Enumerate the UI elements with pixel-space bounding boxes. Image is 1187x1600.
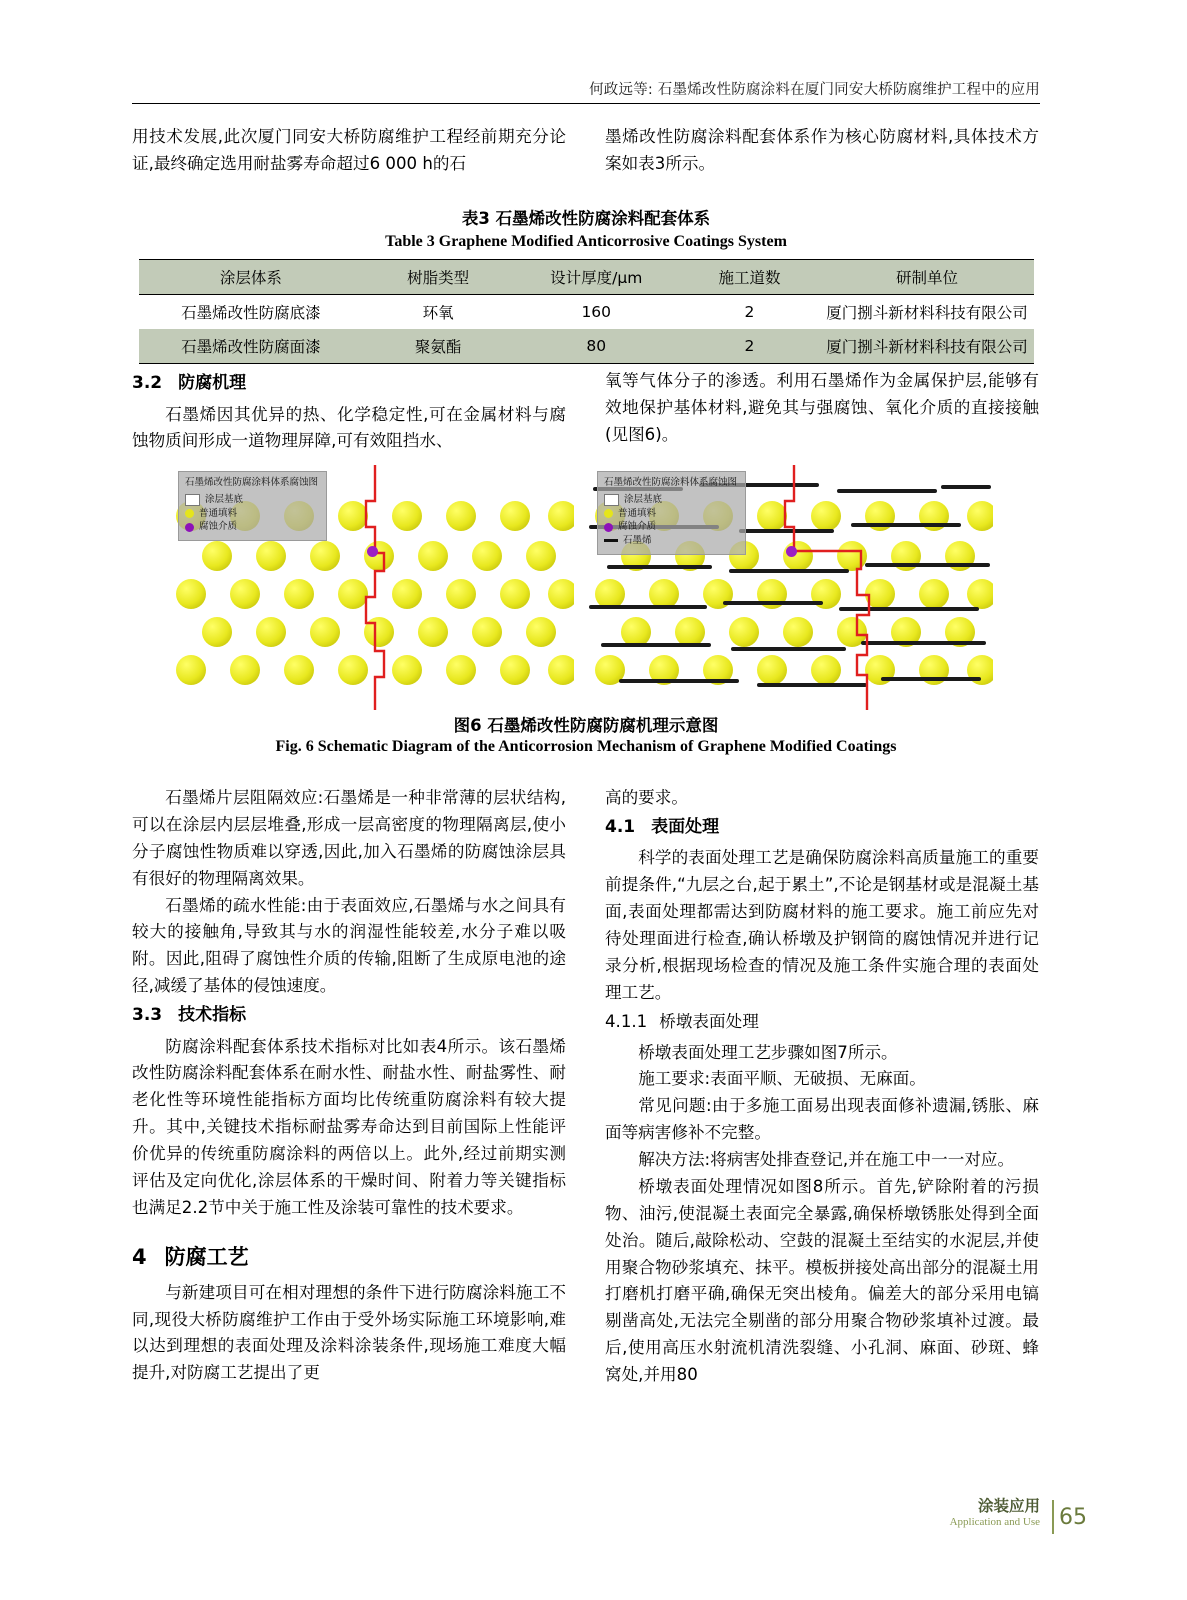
table3-header-cell: 施工道数 [679,260,820,295]
figure6-left-panel [170,465,574,710]
page-number: 65 [1059,1505,1087,1530]
table3-cell: 环氧 [422,304,454,322]
figure6-right-panel [589,465,993,710]
legend-title: 石墨烯改性防腐涂料体系腐蚀图 [185,477,319,488]
intro-left-text: 用技术发展,此次厦门同安大桥防腐维护工程经前期充分论证,最终确定选用耐盐雾寿命超过6 000 h的石 [132,127,566,173]
section-41-title: 表面处理 [651,816,720,837]
table-row [139,329,1034,364]
figure6-right-legend [597,471,746,555]
legend-row [185,507,318,521]
para-hydrophobic: 石墨烯的疏水性能:由于表面效应,石墨烯与水之间具有较大的接触角,导致其与水的润湿性能较差,水分子难以吸附。因此,阻碍了腐蚀性介质的传输,阻断了生成原电池的途径,减缓了基体的侵蚀速度。 [132,895,566,996]
table3-cell: 聚氨酯 [363,329,514,364]
header-divider [132,103,1040,104]
intro-left-column [132,124,566,178]
table3-cell: 160 [581,303,612,321]
table3-cell: 石墨烯改性防腐面漆 [139,329,363,364]
filler-dot-icon [185,509,194,518]
section-4-title: 防腐工艺 [164,1244,249,1269]
footer-label-en: Application and Use [949,1516,1040,1528]
section-32-title: 防腐机理 [178,373,247,393]
legend-label: 普通填料 [618,507,657,519]
section-41-para: 科学的表面处理工艺是确保防腐涂料高质量施工的重要前提条件,“九层之台,起于累土”,不论是钢基材或是混凝土基面,表面处理都需达到防腐材料的施工要求。施工前应先对待处理面进行检查,确认桥墩及护钢筒的腐蚀情况并进行记录分析,根据现场检查的情况及施工条件实施合理的表面处理工艺。 [605,848,1039,1002]
legend-label: 涂层基底 [205,493,244,505]
section-33-title: 技术指标 [178,1005,247,1025]
table3-header-cell: 涂层体系 [139,260,363,295]
corrosive-dot-icon [185,523,194,532]
intro-right-text: 墨烯改性防腐涂料配套体系作为核心防腐材料,具体技术方案如表3所示。 [605,127,1039,173]
section-33-heading [132,1002,566,1030]
graphene-line-icon [604,539,618,542]
legend-label: 腐蚀介质 [199,521,238,533]
figure6-caption-cn: 图6 石墨烯改性防腐防腐机理示意图 [453,716,719,735]
table3-caption-en: Table 3 Graphene Modified Anticorrosive Coatings System [385,233,787,250]
legend-row [604,507,737,521]
figure6-left-corrosive-medium [367,546,378,557]
section-411-para-1: 桥墩表面处理工艺步骤如图7所示。 [638,1042,898,1062]
legend-row [185,493,318,507]
table3-cell: 2 [744,303,755,321]
legend-label: 普通填料 [199,507,238,519]
table3-cell: 石墨烯改性防腐底漆 [181,304,321,322]
section-32-para-right: 氧等气体分子的渗透。利用石墨烯作为金属保护层,能够有效地保护基体材料,避免其与强腐蚀、氧化介质的直接接触(见图6)。 [605,371,1039,444]
table3-cell: 厦门捌斗新材料科技有限公司 [826,304,1028,322]
para-barrier-effect: 石墨烯片层阻隔效应:石墨烯是一种非常薄的层状结构,可以在涂层内层层堆叠,形成一层高密度的物理隔离层,使小分子腐蚀性物质难以穿透,因此,加入石墨烯的防腐蚀涂层具有很好的物理隔离效果。 [132,788,566,888]
section-32-left [132,370,566,455]
legend-label: 涂层基底 [624,493,663,505]
table3-header-row [139,260,1034,295]
section-4-heading [132,1240,566,1274]
figure6-left-legend [178,471,327,541]
footer-section-label [950,1494,1040,1528]
section-411-para-3: 常见问题:由于多施工面易出现表面修补遗漏,锈胀、麻面等病害修补不完整。 [605,1096,1039,1143]
section-411-number: 4.1.1 [605,1011,648,1031]
intro-right-column [605,124,1039,178]
section-32-number: 3.2 [132,373,163,393]
section-32-right [605,368,1039,449]
legend-title: 石墨烯改性防腐涂料体系腐蚀图 [604,477,738,488]
coating-base-swatch [604,494,619,506]
corrosive-dot-icon [604,523,613,532]
legend-row [604,534,737,548]
section-33-para: 防腐涂料配套体系技术指标对比如表4所示。该石墨烯改性防腐涂料配套体系在耐水性、耐盐水性、耐盐雾性、耐老化性等环境性能指标方面均比传统重防腐涂料有较大提升。其中,关键技术指标耐盐雾寿命达到目前国际上性能评价优异的传统重防腐涂料的两倍以上。此外,经过前期实测评估及定向优化,涂层体系的干燥时间、附着力等关键指标也满足2.2节中关于施工性及涂装可靠性的技术要求。 [132,1036,566,1217]
section-411-para-4: 解决方法:将病害处排查登记,并在施工中一一对应。 [638,1150,1015,1170]
section-4-para-left: 与新建项目可在相对理想的条件下进行防腐涂料施工不同,现役大桥防腐维护工作由于受外场实际施工环境影响,难以达到理想的表面处理及涂料涂装条件,现场施工难度大幅提升,对防腐工艺提出了更 [132,1282,566,1383]
table3-header-cell: 设计厚度/μm [513,260,679,295]
footer-divider [1052,1500,1054,1534]
figure6-caption-en: Fig. 6 Schematic Diagram of the Anticorrosion Mechanism of Graphene Modified Coatings [275,738,897,755]
table3-cell: 80 [513,329,679,364]
section-411-heading [605,1009,1039,1036]
legend-label: 腐蚀介质 [618,521,657,533]
section-32-para-left: 石墨烯因其优异的热、化学稳定性,可在金属材料与腐蚀物质间形成一道物理屏障,可有效阻挡水、 [132,404,566,451]
section-41-heading [605,814,1039,842]
table3-cell: 2 [679,329,820,364]
legend-row [185,520,318,534]
legend-label: 石墨烯 [623,535,652,547]
footer-label-cn: 涂装应用 [977,1497,1040,1515]
figure6-right-corrosive-medium [786,546,797,557]
section-411-para-2: 施工要求:表面平顺、无破损、无麻面。 [638,1069,926,1089]
table-row [139,295,1034,330]
table3-header-cell: 研制单位 [820,260,1034,295]
coating-base-swatch [185,494,200,506]
section-4-para-right: 高的要求。 [605,788,688,807]
running-header: 何政远等: 石墨烯改性防腐涂料在厦门同安大桥防腐维护工程中的应用 [589,82,1040,98]
section-411-para-5: 桥墩表面处理情况如图8所示。首先,铲除附着的污损物、油污,使混凝土表面完全暴露,确保桥墩锈胀处得到全面处治。随后,敲除松动、空鼓的混凝土至结实的水泥层,并使用聚合物砂浆填充、抹平。模板拼接处高出部分的混凝土用打磨机打磨平确,确保无突出棱角。偏差大的部分采用电镐剔凿高处,无法完全剔凿的部分用聚合物砂浆填补过渡。最后,使用高压水射流机清洗裂缝、小孔洞、麻面、砂斑、蜂窝处,并用80 [605,1176,1039,1385]
section-41-number: 4.1 [605,816,636,837]
figure6 [170,465,993,710]
table3-header-cell: 树脂类型 [363,260,514,295]
section-32-heading [132,370,566,398]
section-33-number: 3.3 [132,1005,163,1025]
legend-row [604,493,737,507]
left-column-body [132,785,566,1387]
section-4-number: 4 [132,1244,147,1269]
table3 [139,259,1034,364]
section-411-title: 桥墩表面处理 [659,1011,759,1031]
table3-caption-cn: 表3 石墨烯改性防腐涂料配套体系 [461,209,711,228]
table3-cell: 厦门捌斗新材料科技有限公司 [820,329,1034,364]
legend-row [604,520,737,534]
right-column-body [605,785,1039,1389]
filler-dot-icon [604,509,613,518]
